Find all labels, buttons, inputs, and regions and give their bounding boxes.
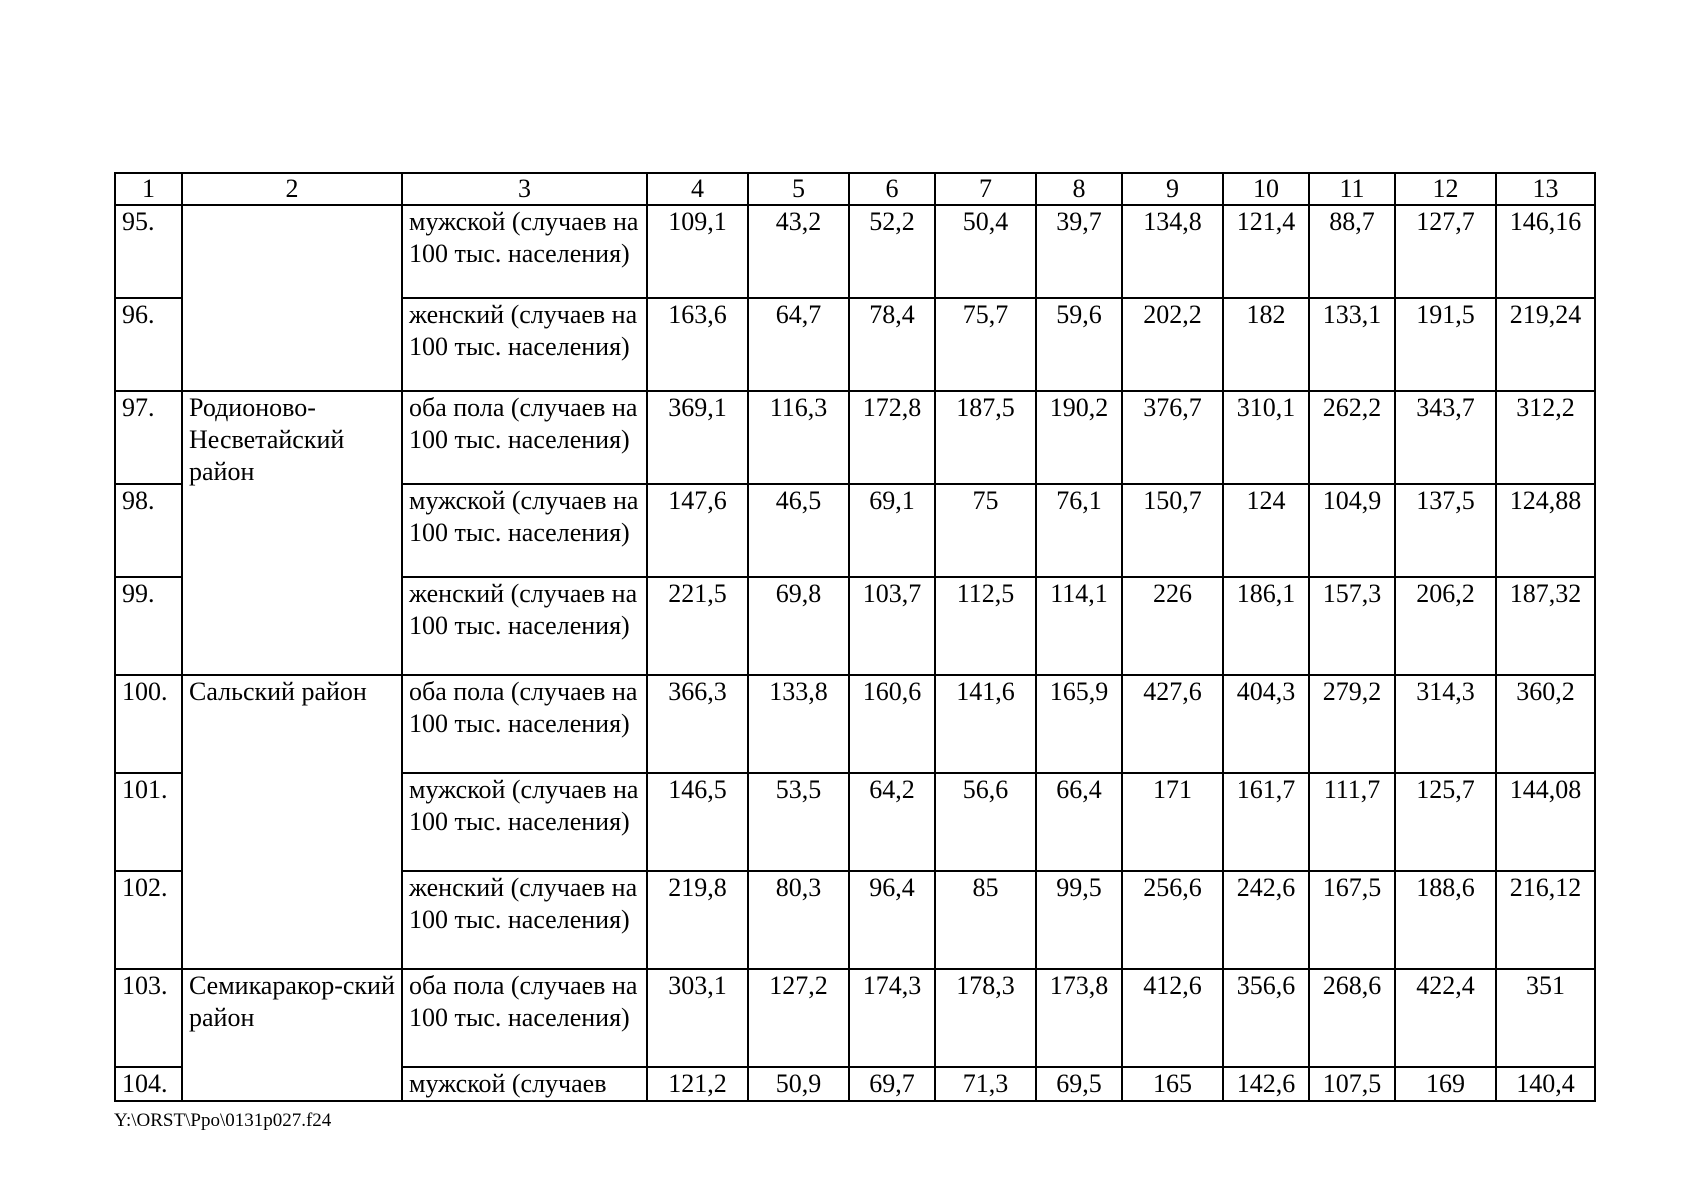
column-header: 6	[849, 173, 935, 205]
column-header: 8	[1036, 173, 1122, 205]
column-header: 13	[1496, 173, 1595, 205]
value-cell: 64,7	[748, 298, 849, 391]
value-cell: 351	[1496, 969, 1595, 1067]
value-cell: 43,2	[748, 205, 849, 298]
value-cell: 88,7	[1309, 205, 1395, 298]
statistics-table	[114, 172, 1596, 1102]
row-number: 104.	[115, 1067, 182, 1101]
value-cell: 343,7	[1395, 391, 1496, 484]
table-row	[115, 969, 1595, 1067]
value-cell: 191,5	[1395, 298, 1496, 391]
value-cell: 369,1	[647, 391, 748, 484]
indicator-cell: мужской (случаев на 100 тыс. населения)	[402, 773, 647, 871]
value-cell: 314,3	[1395, 675, 1496, 773]
value-cell: 169	[1395, 1067, 1496, 1101]
table-row	[115, 391, 1595, 484]
value-cell: 69,7	[849, 1067, 935, 1101]
value-cell: 116,3	[748, 391, 849, 484]
value-cell: 172,8	[849, 391, 935, 484]
value-cell: 71,3	[935, 1067, 1036, 1101]
region-cell: Семикаракор-ский район	[182, 969, 402, 1101]
value-cell: 140,4	[1496, 1067, 1595, 1101]
value-cell: 312,2	[1496, 391, 1595, 484]
value-cell: 103,7	[849, 577, 935, 675]
value-cell: 221,5	[647, 577, 748, 675]
row-number: 98.	[115, 484, 182, 577]
row-number: 97.	[115, 391, 182, 484]
value-cell: 165	[1122, 1067, 1223, 1101]
value-cell: 427,6	[1122, 675, 1223, 773]
indicator-cell: оба пола (случаев на 100 тыс. населения)	[402, 675, 647, 773]
value-cell: 114,1	[1036, 577, 1122, 675]
value-cell: 160,6	[849, 675, 935, 773]
value-cell: 39,7	[1036, 205, 1122, 298]
value-cell: 133,1	[1309, 298, 1395, 391]
value-cell: 85	[935, 871, 1036, 969]
value-cell: 111,7	[1309, 773, 1395, 871]
value-cell: 171	[1122, 773, 1223, 871]
region-cell: Сальский район	[182, 675, 402, 969]
value-cell: 121,2	[647, 1067, 748, 1101]
indicator-cell: оба пола (случаев на 100 тыс. населения)	[402, 969, 647, 1067]
row-number: 103.	[115, 969, 182, 1067]
value-cell: 242,6	[1223, 871, 1309, 969]
value-cell: 104,9	[1309, 484, 1395, 577]
table-row	[115, 205, 1595, 298]
indicator-cell: мужской (случаев на 100 тыс. населения)	[402, 484, 647, 577]
value-cell: 356,6	[1223, 969, 1309, 1067]
value-cell: 157,3	[1309, 577, 1395, 675]
column-header: 7	[935, 173, 1036, 205]
value-cell: 46,5	[748, 484, 849, 577]
value-cell: 64,2	[849, 773, 935, 871]
value-cell: 174,3	[849, 969, 935, 1067]
value-cell: 163,6	[647, 298, 748, 391]
value-cell: 366,3	[647, 675, 748, 773]
value-cell: 360,2	[1496, 675, 1595, 773]
column-header: 1	[115, 173, 182, 205]
row-number: 96.	[115, 298, 182, 391]
table-row	[115, 675, 1595, 773]
value-cell: 182	[1223, 298, 1309, 391]
value-cell: 165,9	[1036, 675, 1122, 773]
region-cell: Родионово-Несветайский район	[182, 391, 402, 675]
value-cell: 187,32	[1496, 577, 1595, 675]
value-cell: 109,1	[647, 205, 748, 298]
value-cell: 75,7	[935, 298, 1036, 391]
value-cell: 112,5	[935, 577, 1036, 675]
value-cell: 303,1	[647, 969, 748, 1067]
value-cell: 188,6	[1395, 871, 1496, 969]
value-cell: 167,5	[1309, 871, 1395, 969]
value-cell: 216,12	[1496, 871, 1595, 969]
value-cell: 256,6	[1122, 871, 1223, 969]
column-header: 10	[1223, 173, 1309, 205]
row-number: 101.	[115, 773, 182, 871]
indicator-cell: мужской (случаев	[402, 1067, 647, 1101]
value-cell: 99,5	[1036, 871, 1122, 969]
value-cell: 69,5	[1036, 1067, 1122, 1101]
value-cell: 134,8	[1122, 205, 1223, 298]
column-header: 3	[402, 173, 647, 205]
row-number: 100.	[115, 675, 182, 773]
value-cell: 150,7	[1122, 484, 1223, 577]
value-cell: 310,1	[1223, 391, 1309, 484]
row-number: 95.	[115, 205, 182, 298]
value-cell: 226	[1122, 577, 1223, 675]
value-cell: 412,6	[1122, 969, 1223, 1067]
value-cell: 161,7	[1223, 773, 1309, 871]
value-cell: 141,6	[935, 675, 1036, 773]
value-cell: 219,24	[1496, 298, 1595, 391]
value-cell: 121,4	[1223, 205, 1309, 298]
column-number-header-row	[115, 173, 1595, 205]
column-header: 5	[748, 173, 849, 205]
value-cell: 173,8	[1036, 969, 1122, 1067]
value-cell: 146,5	[647, 773, 748, 871]
value-cell: 124	[1223, 484, 1309, 577]
value-cell: 76,1	[1036, 484, 1122, 577]
value-cell: 80,3	[748, 871, 849, 969]
value-cell: 147,6	[647, 484, 748, 577]
value-cell: 178,3	[935, 969, 1036, 1067]
value-cell: 125,7	[1395, 773, 1496, 871]
indicator-cell: женский (случаев на 100 тыс. населения)	[402, 871, 647, 969]
value-cell: 107,5	[1309, 1067, 1395, 1101]
value-cell: 144,08	[1496, 773, 1595, 871]
value-cell: 146,16	[1496, 205, 1595, 298]
value-cell: 124,88	[1496, 484, 1595, 577]
value-cell: 279,2	[1309, 675, 1395, 773]
row-number: 99.	[115, 577, 182, 675]
indicator-cell: женский (случаев на 100 тыс. населения)	[402, 298, 647, 391]
value-cell: 206,2	[1395, 577, 1496, 675]
value-cell: 69,8	[748, 577, 849, 675]
value-cell: 50,9	[748, 1067, 849, 1101]
value-cell: 50,4	[935, 205, 1036, 298]
value-cell: 190,2	[1036, 391, 1122, 484]
value-cell: 56,6	[935, 773, 1036, 871]
indicator-cell: оба пола (случаев на 100 тыс. населения)	[402, 391, 647, 484]
value-cell: 404,3	[1223, 675, 1309, 773]
value-cell: 78,4	[849, 298, 935, 391]
value-cell: 69,1	[849, 484, 935, 577]
column-header: 11	[1309, 173, 1395, 205]
value-cell: 53,5	[748, 773, 849, 871]
column-header: 12	[1395, 173, 1496, 205]
column-header: 2	[182, 173, 402, 205]
value-cell: 187,5	[935, 391, 1036, 484]
row-number: 102.	[115, 871, 182, 969]
value-cell: 137,5	[1395, 484, 1496, 577]
value-cell: 52,2	[849, 205, 935, 298]
value-cell: 202,2	[1122, 298, 1223, 391]
value-cell: 127,7	[1395, 205, 1496, 298]
column-header: 9	[1122, 173, 1223, 205]
value-cell: 96,4	[849, 871, 935, 969]
value-cell: 262,2	[1309, 391, 1395, 484]
value-cell: 268,6	[1309, 969, 1395, 1067]
value-cell: 219,8	[647, 871, 748, 969]
value-cell: 59,6	[1036, 298, 1122, 391]
file-path-footer: Y:\ORST\Ppo\0131p027.f24	[114, 1110, 332, 1131]
value-cell: 376,7	[1122, 391, 1223, 484]
value-cell: 127,2	[748, 969, 849, 1067]
indicator-cell: мужской (случаев на 100 тыс. населения)	[402, 205, 647, 298]
value-cell: 422,4	[1395, 969, 1496, 1067]
region-cell	[182, 205, 402, 391]
value-cell: 133,8	[748, 675, 849, 773]
indicator-cell: женский (случаев на 100 тыс. населения)	[402, 577, 647, 675]
column-header: 4	[647, 173, 748, 205]
value-cell: 186,1	[1223, 577, 1309, 675]
value-cell: 75	[935, 484, 1036, 577]
value-cell: 142,6	[1223, 1067, 1309, 1101]
value-cell: 66,4	[1036, 773, 1122, 871]
